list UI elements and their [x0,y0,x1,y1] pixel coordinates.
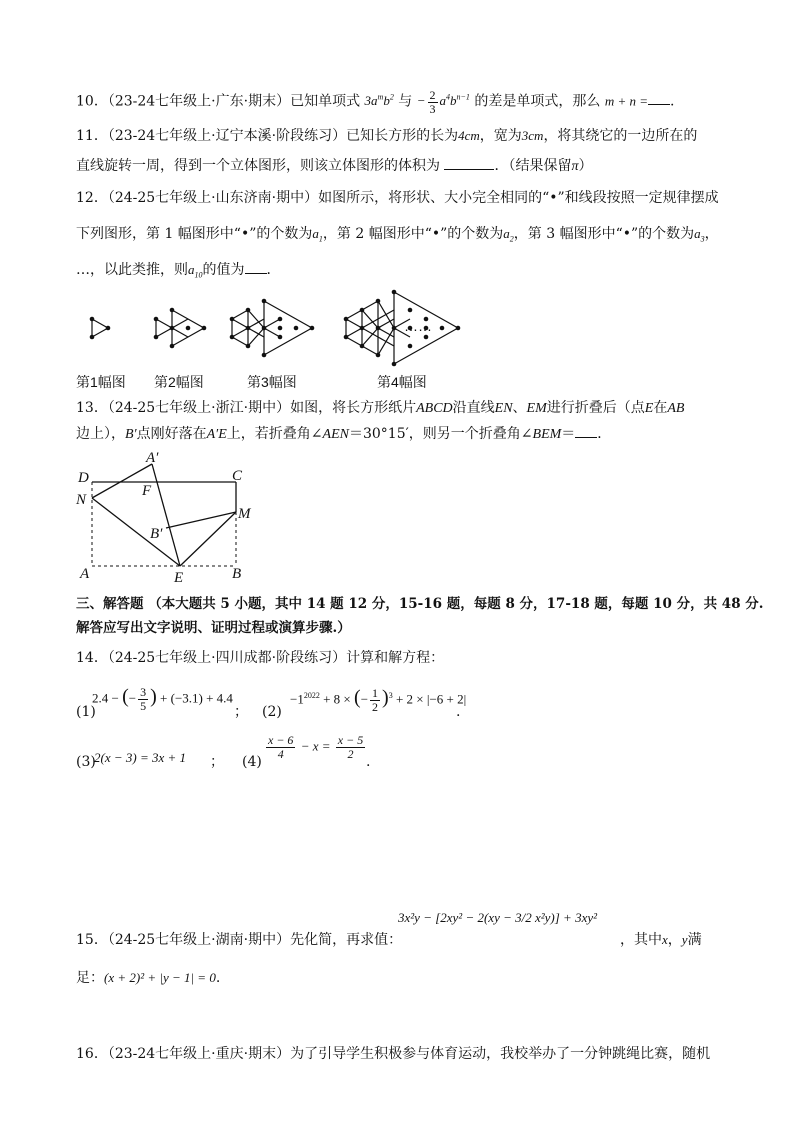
fig3-triangle-large [264,301,312,355]
answer-blank [245,261,267,274]
a3-symbol: $a_3$ [694,226,705,244]
q12-text: 的值为 [202,262,245,278]
label-m: M [238,506,251,522]
semicolon: ； [234,704,248,720]
section-3-instructions: 解答应写出文字说明、证明过程或演算步骤.） [76,620,351,636]
expr-part: −1 [290,691,304,707]
question-12-line3 [76,260,281,286]
semicolon: ； [210,754,224,770]
q15-tail [620,930,702,950]
frac-denominator: 5 [140,699,147,713]
angle-aen: ∠AEN [310,427,349,442]
q13-text: ＝30°15′，则另一个折叠角 [348,426,521,442]
monomial-1: $3a^mb^2$ [364,93,394,109]
expr-part: + (−3.1) + 4.4 [160,690,233,706]
answer-blank [648,92,670,105]
q14-label-1: (1) [76,704,96,720]
q13-source: （24-25七年级上·浙江·期中） [107,400,291,416]
caption-fig2: 第2幅图 [154,374,204,390]
q13-text: ． [597,426,612,442]
length-value: 4cm [458,128,480,143]
q11-text: 直线旋转一周，得到一个立体图形，则该立体图形的体积为 [76,158,440,174]
line-em: EM [526,401,547,416]
q13-text: ＝ [561,426,576,442]
q13-text: 进行折叠后（点 [546,400,645,416]
pi-symbol: π [571,159,579,174]
folding-rectangle-figure [70,448,270,588]
q13-text: 点刚好落在 [136,426,207,442]
q10-expr: m + n = [604,93,649,109]
q12-text: ， [704,226,719,242]
label-d: D [78,470,89,486]
q13-text: 上，若折叠角 [226,426,311,442]
label-a: A [80,566,90,582]
q15-condition: (x + 2)² + |y − 1| = 0 [104,970,216,985]
label-b-prime: B′ [150,526,163,542]
question-10 [76,88,674,116]
q12-text: 下列图形，第 1 幅图形中“•”的个数为 [76,226,313,242]
q15-source: （24-25七年级上·湖南·期中） [107,932,291,948]
expr-part: + 8 × [323,691,351,707]
a1-symbol: $a_1$ [312,226,323,244]
q11-text: 已知长方形的长为 [346,128,459,144]
caption-fig3: 第3幅图 [247,374,297,390]
question-13-line2 [76,424,611,445]
rect-name: ABCD [416,401,453,416]
question-15-line2 [76,968,220,988]
q10-source: （23-24七年级上·广东·期末） [107,93,291,110]
q14-label-4: (4) [242,754,262,770]
frac-numerator: 1 [372,685,379,700]
q14-number: 14． [76,650,108,666]
q11-source: （23-24七年级上·辽宁本溪·阶段练习） [107,128,347,144]
expr-part: − x = [300,738,331,754]
fig1-triangle [92,319,108,337]
segment-bprime-m [166,512,236,528]
q10-text: 已知单项式 [290,93,361,110]
separator: 、 [512,400,527,416]
question-16 [76,1044,710,1064]
q16-number: 16． [76,1046,108,1062]
q14-source: （24-25七年级上·四川成都·阶段练习） [107,650,347,666]
period: . [670,93,675,110]
answer-blank [444,157,494,170]
expr-part: 2.4 − [92,690,119,706]
question-15 [76,930,402,950]
monomial-2: − $\frac{2}{3}$ $a^4b^{n-1}$ [416,87,470,116]
q14-label-2: (2) [262,704,282,720]
q11-text: ，宽为 [479,128,522,144]
question-14 [76,648,444,668]
q12-text: ． [266,262,281,278]
angle-bem: ∠BEM [520,427,562,442]
question-11 [76,126,697,146]
ellipsis: …… [404,318,432,334]
fold-line-em [180,512,236,566]
q14-equation-4 [264,734,367,761]
question-12 [76,188,719,208]
q13-text: 在 [653,400,668,416]
q10-number: 10． [76,93,108,110]
width-value: 3cm [521,128,544,143]
line-en: EN [494,401,513,416]
fig2-triangle-a [156,319,172,337]
q10-text-and: 与 [398,93,413,110]
q10-text-2: 的差是单项式，那么 [474,93,601,110]
question-12-line2 [76,224,719,250]
q13-text: 如图，将长方形纸片 [290,400,417,416]
q14-equation-3: 2(x − 3) = 3x + 1 [94,750,187,765]
frac-denominator: 2 [347,747,354,761]
period: . [456,704,461,720]
label-a-prime: A′ [146,450,159,466]
q11-text: ．（结果保留 [494,158,572,174]
q11-number: 11． [76,128,108,144]
label-c: C [232,468,243,484]
section-3-heading: 三、解答题 （本大题共 5 小题，其中 14 题 12 分，15-16 题，每题 8 分，17-18 题，每题 10 分，共 48 分. [76,596,764,612]
dot-pattern-figures [70,284,510,372]
frac-numerator: x − 6 [268,733,294,747]
period: . [215,970,221,986]
a2-symbol: $a_2$ [503,226,514,244]
q12-text: ，第 3 幅图形中“•”的个数为 [513,226,695,242]
expr-part: + 2 × |−6 + 2| [395,691,467,707]
q13-text: 边上）， [76,426,125,442]
frac-denominator: 4 [277,747,284,761]
q15-expression: 3x²y − [2xy² − 2(xy − 3/2 x²y)] + 3xy² [398,910,598,925]
segment-aprime-e [152,464,180,566]
q13-number: 13． [76,400,108,416]
q16-text: 为了引导学生积极参与体育运动，我校举办了一分钟跳绳比赛，随机 [290,1046,711,1062]
label-f: F [142,483,152,499]
question-11-line2 [76,156,592,177]
q12-number: 12． [76,190,108,206]
q16-source: （23-24七年级上·重庆·期末） [107,1046,291,1062]
q14-expr-2: $-1^{2022} + 8$ × (− $\frac{1}{2}$ )$^3$ + 2 × |−6 + 2| [290,685,467,714]
q14-label-3: (3) [76,754,96,770]
point-b-prime: B′ [125,427,137,442]
period: . [366,754,371,770]
line-a-prime-e: A′E [206,427,227,442]
q15-text: 满 [687,932,702,948]
separator: ， [667,932,682,948]
side-ab: AB [667,401,685,416]
frac-numerator: 3 [140,685,147,699]
frac-denominator: 2 [372,699,379,714]
q12-text: …，以此类推，则 [76,262,188,278]
fold-line-en [92,498,180,566]
q11-text: ） [578,158,593,174]
q12-source: （24-25七年级上·山东济南·期中） [107,190,319,206]
q12-text: ，第 2 幅图形中“•”的个数为 [322,226,504,242]
q15-text: ，其中 [620,932,662,948]
exponent: 2022 [303,691,320,700]
q15-number: 15． [76,932,108,948]
caption-fig4: 第4幅图 [377,374,427,390]
caption-fig1: 第1幅图 [76,374,126,390]
exponent: 3 [388,691,393,700]
label-b: B [232,566,242,582]
q11-text: ，将其绕它的一边所在的 [543,128,698,144]
var-x: x [662,932,668,947]
a10-symbol: $a_{10}$ [188,262,203,280]
answer-blank [575,425,597,438]
q13-text: 沿直线 [452,400,495,416]
var-y: y [681,932,688,947]
question-13 [76,398,684,419]
q12-text: 如图所示，将形状、大小完全相同的“•”和线段按照一定规律摆成 [318,190,719,206]
q15-text: 足： [76,970,104,986]
q14-expr-1: 2.4 − (− $\frac{3}{5}$ ) + (−3.1) + 4.4 [92,685,233,713]
frac-numerator: x − 5 [337,733,364,747]
label-e: E [174,570,184,586]
label-n: N [76,492,87,508]
q15-text: 先化简，再求值： [290,932,403,948]
point-e: E [644,401,654,416]
q14-text: 计算和解方程： [346,650,445,666]
